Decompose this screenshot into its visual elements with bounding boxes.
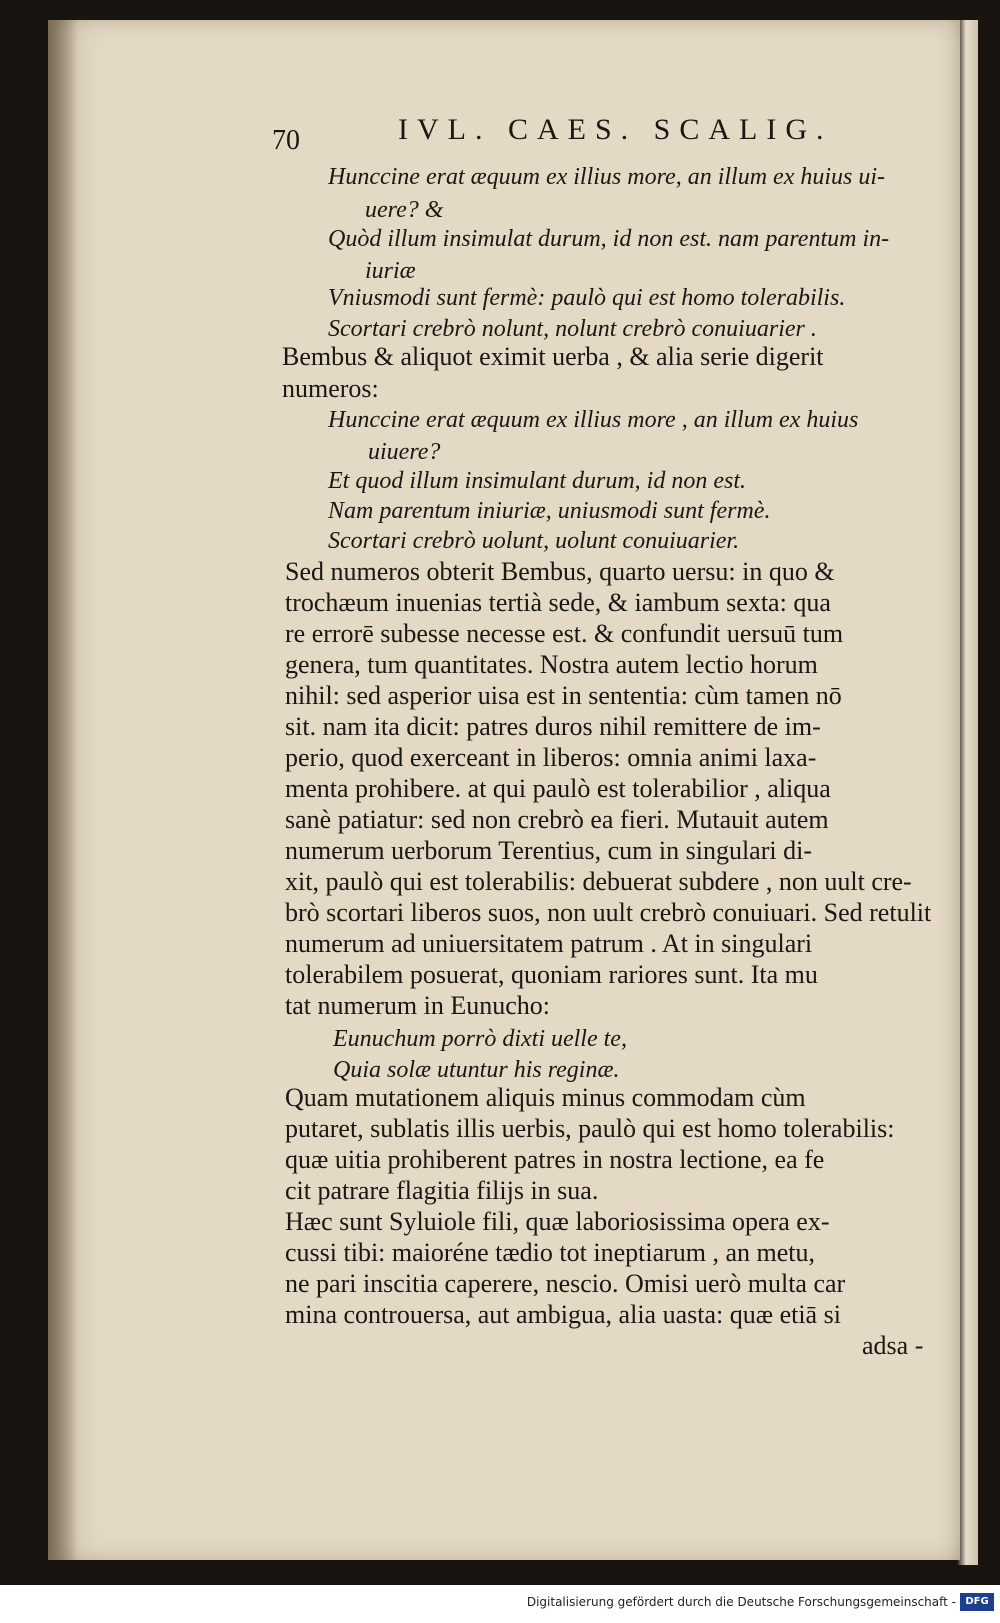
text-line: trochæum inuenias tertià sede, & iambum sexta: qua — [285, 588, 831, 617]
text-line: re errorē subesse necesse est. & confundit uersuū tum — [285, 619, 844, 648]
text-line: menta prohibere. at qui paulò est tolerabilior , aliqua — [285, 774, 831, 803]
text-line: Eunuchum porrò dixti uelle te, — [333, 1026, 627, 1052]
text-line: iuriæ — [365, 258, 416, 284]
text-line: nihil: sed asperior uisa est in sententia: cùm tamen nō — [285, 681, 842, 710]
text-line: uere? & — [365, 197, 444, 223]
running-head: IVL. CAES. SCALIG. — [398, 113, 833, 146]
text-line: numerum uerborum Terentius, cum in singulari di- — [285, 836, 812, 865]
text-line: Sed numeros obterit Bembus, quarto uersu: in quo & — [285, 557, 835, 586]
catchword: adsa - — [862, 1331, 924, 1360]
text-line: ne pari inscitia caperere, nescio. Omisi uerò multa car — [285, 1269, 846, 1298]
text-line: Hæc sunt Syluiole fili, quæ laboriosissima opera ex- — [285, 1207, 830, 1236]
text-line: mina controuersa, aut ambigua, alia uasta: quæ etiā si — [285, 1300, 841, 1329]
text-line: numeros: — [282, 374, 379, 403]
text-line: cussi tibi: maioréne tædio tot ineptiarum , an metu, — [285, 1238, 816, 1267]
text-line: uiuere? — [368, 439, 441, 465]
text-line: brò scortari liberos suos, non uult crebrò conuiuari. Sed retulit — [285, 898, 932, 927]
text-line: Et quod illum insimulant durum, id non est. — [328, 468, 747, 494]
funding-credit: Digitalisierung gefördert durch die Deutsche Forschungsgemeinschaft - — [526, 1595, 956, 1609]
text-line: Quòd illum insimulat durum, id non est. nam parentum in- — [328, 226, 890, 252]
text-line: sanè patiatur: sed non crebrò ea fieri. Mutauit autem — [285, 805, 829, 834]
text-line: numerum ad uniuersitatem patrum . At in singulari — [285, 929, 813, 958]
page-number: 70 — [272, 125, 300, 156]
text-line: cit patrare flagitia filijs in sua. — [285, 1176, 599, 1205]
text-line: perio, quod exerceant in liberos: omnia animi laxa- — [285, 743, 817, 772]
text-line: Quia solæ utuntur his reginæ. — [333, 1057, 620, 1083]
footer-bar — [0, 1585, 1000, 1623]
text-line: quæ uitia prohiberent patres in nostra lectione, ea fe — [285, 1145, 825, 1174]
text-line: genera, tum quantitates. Nostra autem lectio horum — [285, 650, 818, 679]
text-line: Hunccine erat æquum ex illius more, an illum ex huius ui- — [328, 164, 886, 190]
dfg-logo-icon: DFG — [960, 1593, 994, 1611]
text-line: Scortari crebrò nolunt, nolunt crebrò conuiuarier . — [328, 316, 817, 342]
text-line: Vniusmodi sunt fermè: paulò qui est homo tolerabilis. — [328, 285, 846, 311]
text-line: tolerabilem posuerat, quoniam rariores sunt. Ita mu — [285, 960, 818, 989]
text-line: xit, paulò qui est tolerabilis: debuerat subdere , non uult cre- — [285, 867, 912, 896]
text-line: Bembus & aliquot eximit uerba , & alia serie digerit — [282, 342, 824, 371]
text-line: putaret, sublatis illis uerbis, paulò qui est homo tolerabilis: — [285, 1114, 895, 1143]
text-line: Scortari crebrò uolunt, uolunt conuiuarier. — [328, 528, 740, 554]
text-line: sit. nam ita dicit: patres duros nihil remittere de im- — [285, 712, 821, 741]
text-line: Nam parentum iniuriæ, uniusmodi sunt fermè. — [328, 498, 771, 524]
text-line: Hunccine erat æquum ex illius more , an illum ex huius — [328, 407, 859, 433]
text-line: Quam mutationem aliquis minus commodam cùm — [285, 1083, 806, 1112]
text-line: tat numerum in Eunucho: — [285, 991, 551, 1020]
